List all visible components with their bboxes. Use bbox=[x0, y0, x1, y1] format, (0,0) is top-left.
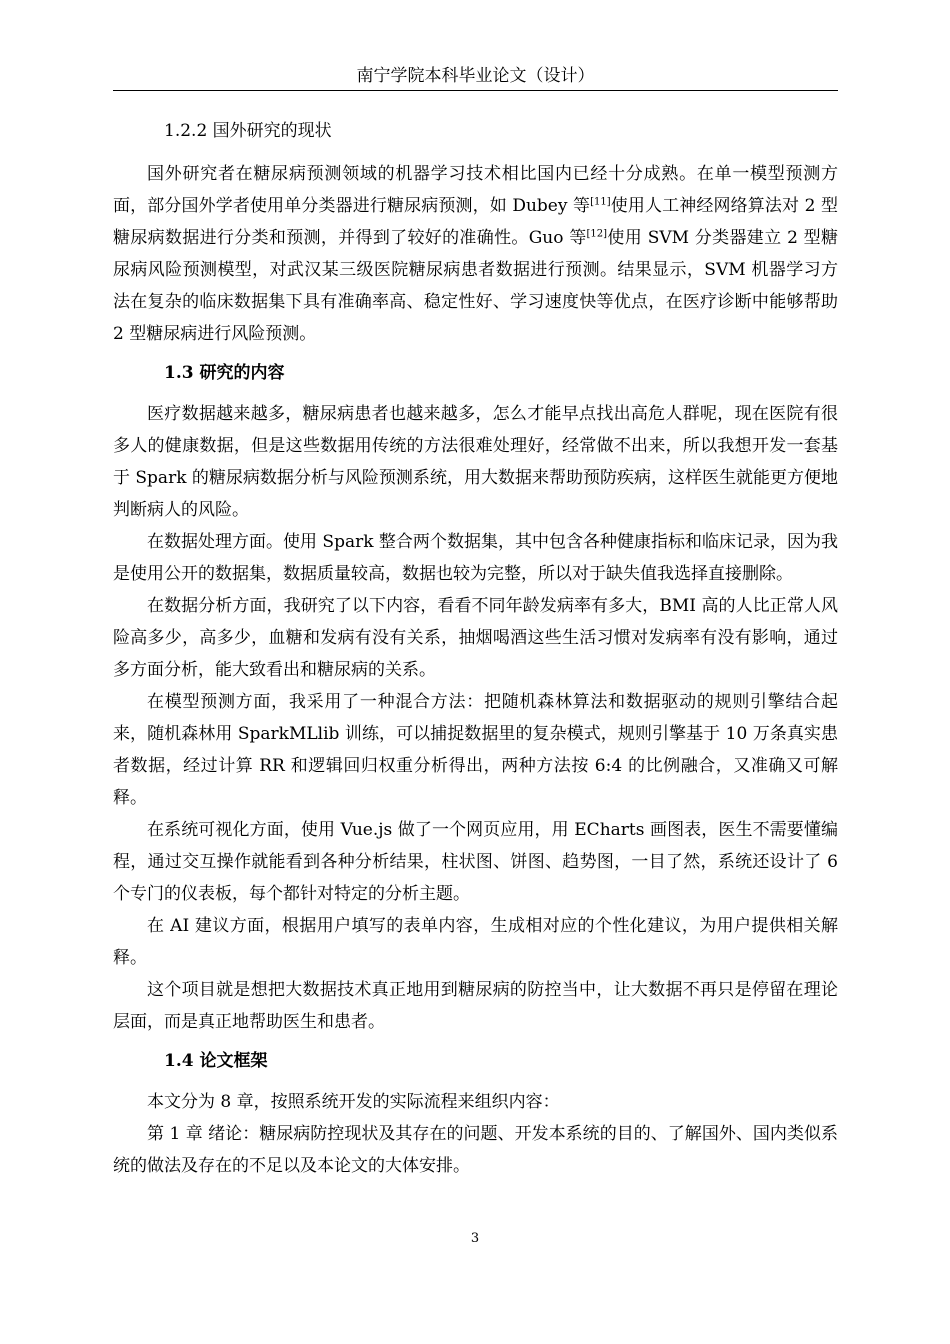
paragraph-text: 国外研究者在糖尿病预测领域的机器学习技术相比国内已经十分成熟。在单一模型预测方面，部分国外学者使用单分类器进行糖尿病预测，如 Dubey 等 bbox=[113, 164, 838, 216]
section-1-3-heading: 1.3 研究的内容 bbox=[164, 363, 285, 383]
paragraph: 本文分为 8 章，按照系统开发的实际流程来组织内容： bbox=[147, 1092, 560, 1112]
paragraph: 在数据分析方面，我研究了以下内容，看看不同年龄发病率有多大，BMI 高的人比正常人风险高多少，高多少，血糖和发病有没有关系，抽烟喝酒这些生活习惯对发病率有没有影响，通过多方面分析，能大致看出和糖尿病的关系。 bbox=[113, 596, 838, 680]
citation-12: [12] bbox=[586, 228, 608, 240]
page-body bbox=[113, 114, 838, 1182]
paragraph: 第 1 章 绪论：糖尿病防控现状及其存在的问题、开发本系统的目的、了解国外、国内类似系统的做法及存在的不足以及本论文的大体安排。 bbox=[113, 1124, 838, 1176]
paragraph: 这个项目就是想把大数据技术真正地用到糖尿病的防控当中，让大数据不再只是停留在理论层面，而是真正地帮助医生和患者。 bbox=[113, 980, 838, 1032]
paragraph-1-2-2 bbox=[113, 158, 838, 350]
section-1-4-heading: 1.4 论文框架 bbox=[164, 1051, 268, 1071]
paragraph-text: 使用 SVM 分类器建立 2 型糖尿病风险预测模型，对武汉某三级医院糖尿病患者数据进行预测。结果显示，SVM 机器学习方法在复杂的临床数据集下具有准确率高、稳定性好、学习速度快等优点，在医疗诊断中能够帮助 2 型糖尿病进行风险预测。 bbox=[113, 228, 839, 344]
running-header: 南宁学院本科毕业论文（设计） bbox=[113, 62, 838, 91]
paragraph: 在 AI 建议方面，根据用户填写的表单内容，生成相对应的个性化建议，为用户提供相关解释。 bbox=[113, 916, 838, 968]
paragraph: 在系统可视化方面，使用 Vue.js 做了一个网页应用，用 ECharts 画图表，医生不需要懂编程，通过交互操作就能看到各种分析结果，柱状图、饼图、趋势图，一目了然，系统还设计了 6 个专门的仪表板，每个都针对特定的分析主题。 bbox=[113, 820, 838, 904]
citation-11: [11] bbox=[590, 196, 611, 208]
page-number: 3 bbox=[470, 1231, 480, 1246]
section-1-2-2-heading: 1.2.2 国外研究的现状 bbox=[164, 121, 332, 141]
paragraph: 在数据处理方面。使用 Spark 整合两个数据集，其中包含各种健康指标和临床记录，因为我是使用公开的数据集，数据质量较高，数据也较为完整，所以对于缺失值我选择直接删除。 bbox=[113, 532, 838, 584]
paragraph-text: 使用人工神经网络算法对 2 型糖尿病数据进行分类和预测，并得到了较好的准确性。Guo 等 bbox=[113, 196, 838, 248]
paragraph: 在模型预测方面，我采用了一种混合方法：把随机森林算法和数据驱动的规则引擎结合起来，随机森林用 SparkMLlib 训练，可以捕捉数据里的复杂模式，规则引擎基于 10 万条真实患者数据，经过计算 RR 和逻辑回归权重分析得出，两种方法按 6:4 的比例融合，又准确又可解释。 bbox=[113, 692, 838, 808]
paragraph: 医疗数据越来越多，糖尿病患者也越来越多，怎么才能早点找出高危人群呢，现在医院有很多人的健康数据，但是这些数据用传统的方法很难处理好，经常做不出来，所以我想开发一套基于 Spark 的糖尿病数据分析与风险预测系统，用大数据来帮助预防疾病，这样医生就能更方便地判断病人的风险。 bbox=[113, 404, 838, 520]
